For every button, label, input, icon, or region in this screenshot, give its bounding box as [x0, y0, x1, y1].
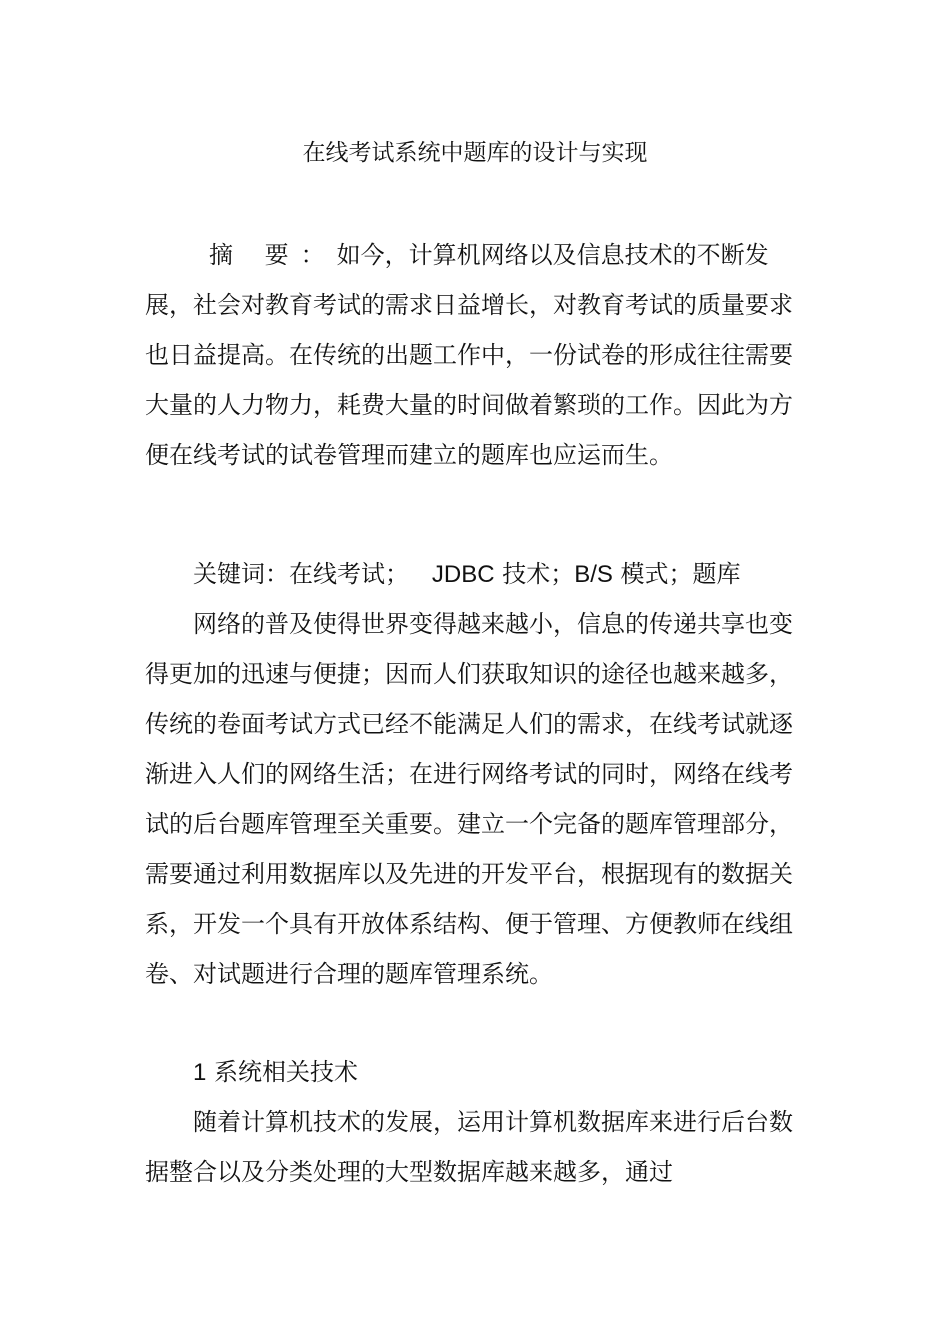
keywords-line: [145, 549, 805, 600]
section-title: 系统相关技术: [214, 1058, 358, 1086]
keyword-jdbc-suffix: 技术；: [502, 560, 575, 588]
keyword-bs-suffix: 模式；题库: [620, 560, 741, 588]
keyword-online-exam: 在线考试；: [289, 560, 409, 588]
body-paragraph-1: 网络的普及使得世界变得越来越小，信息的传递共享也变得更加的迅速与便捷；因而人们获取知识的途径也越来越多，传统的卷面考试方式已经不能满足人们的需求，在线考试就逐渐进入人们的网络生活；在进行网络考试的同时，网络在线考试的后台题库管理至关重要。建立一个完备的题库管理部分，需要通过利用数据库以及先进的开发平台，根据现有的数据关系，开发一个具有开放体系结构、便于管理、方便教师在线组卷、对试题进行合理的题库管理系统。: [145, 610, 793, 988]
abstract-label: 摘 要：: [209, 241, 337, 269]
section-heading: [145, 1047, 805, 1098]
keyword-jdbc: JDBC: [431, 561, 495, 588]
section-number: 1: [193, 1059, 207, 1086]
document-title: 在线考试系统中题库的设计与实现: [302, 140, 648, 166]
abstract-paragraph: [145, 230, 805, 480]
keyword-bs: B/S: [574, 561, 613, 588]
body-paragraph-2: 随着计算机技术的发展，运用计算机数据库来进行后台数据整合以及分类处理的大型数据库越来越多，通过: [145, 1108, 793, 1186]
keywords-label: 关键词：: [193, 560, 289, 588]
abstract-text: 如今，计算机网络以及信息技术的不断发展，社会对教育考试的需求日益增长，对教育考试的质量要求也日益提高。在传统的出题工作中，一份试卷的形成往往需要大量的人力物力，耗费大量的时间做着繁琐的工作。因此为方便在线考试的试卷管理而建立的题库也应运而生。: [145, 241, 793, 469]
